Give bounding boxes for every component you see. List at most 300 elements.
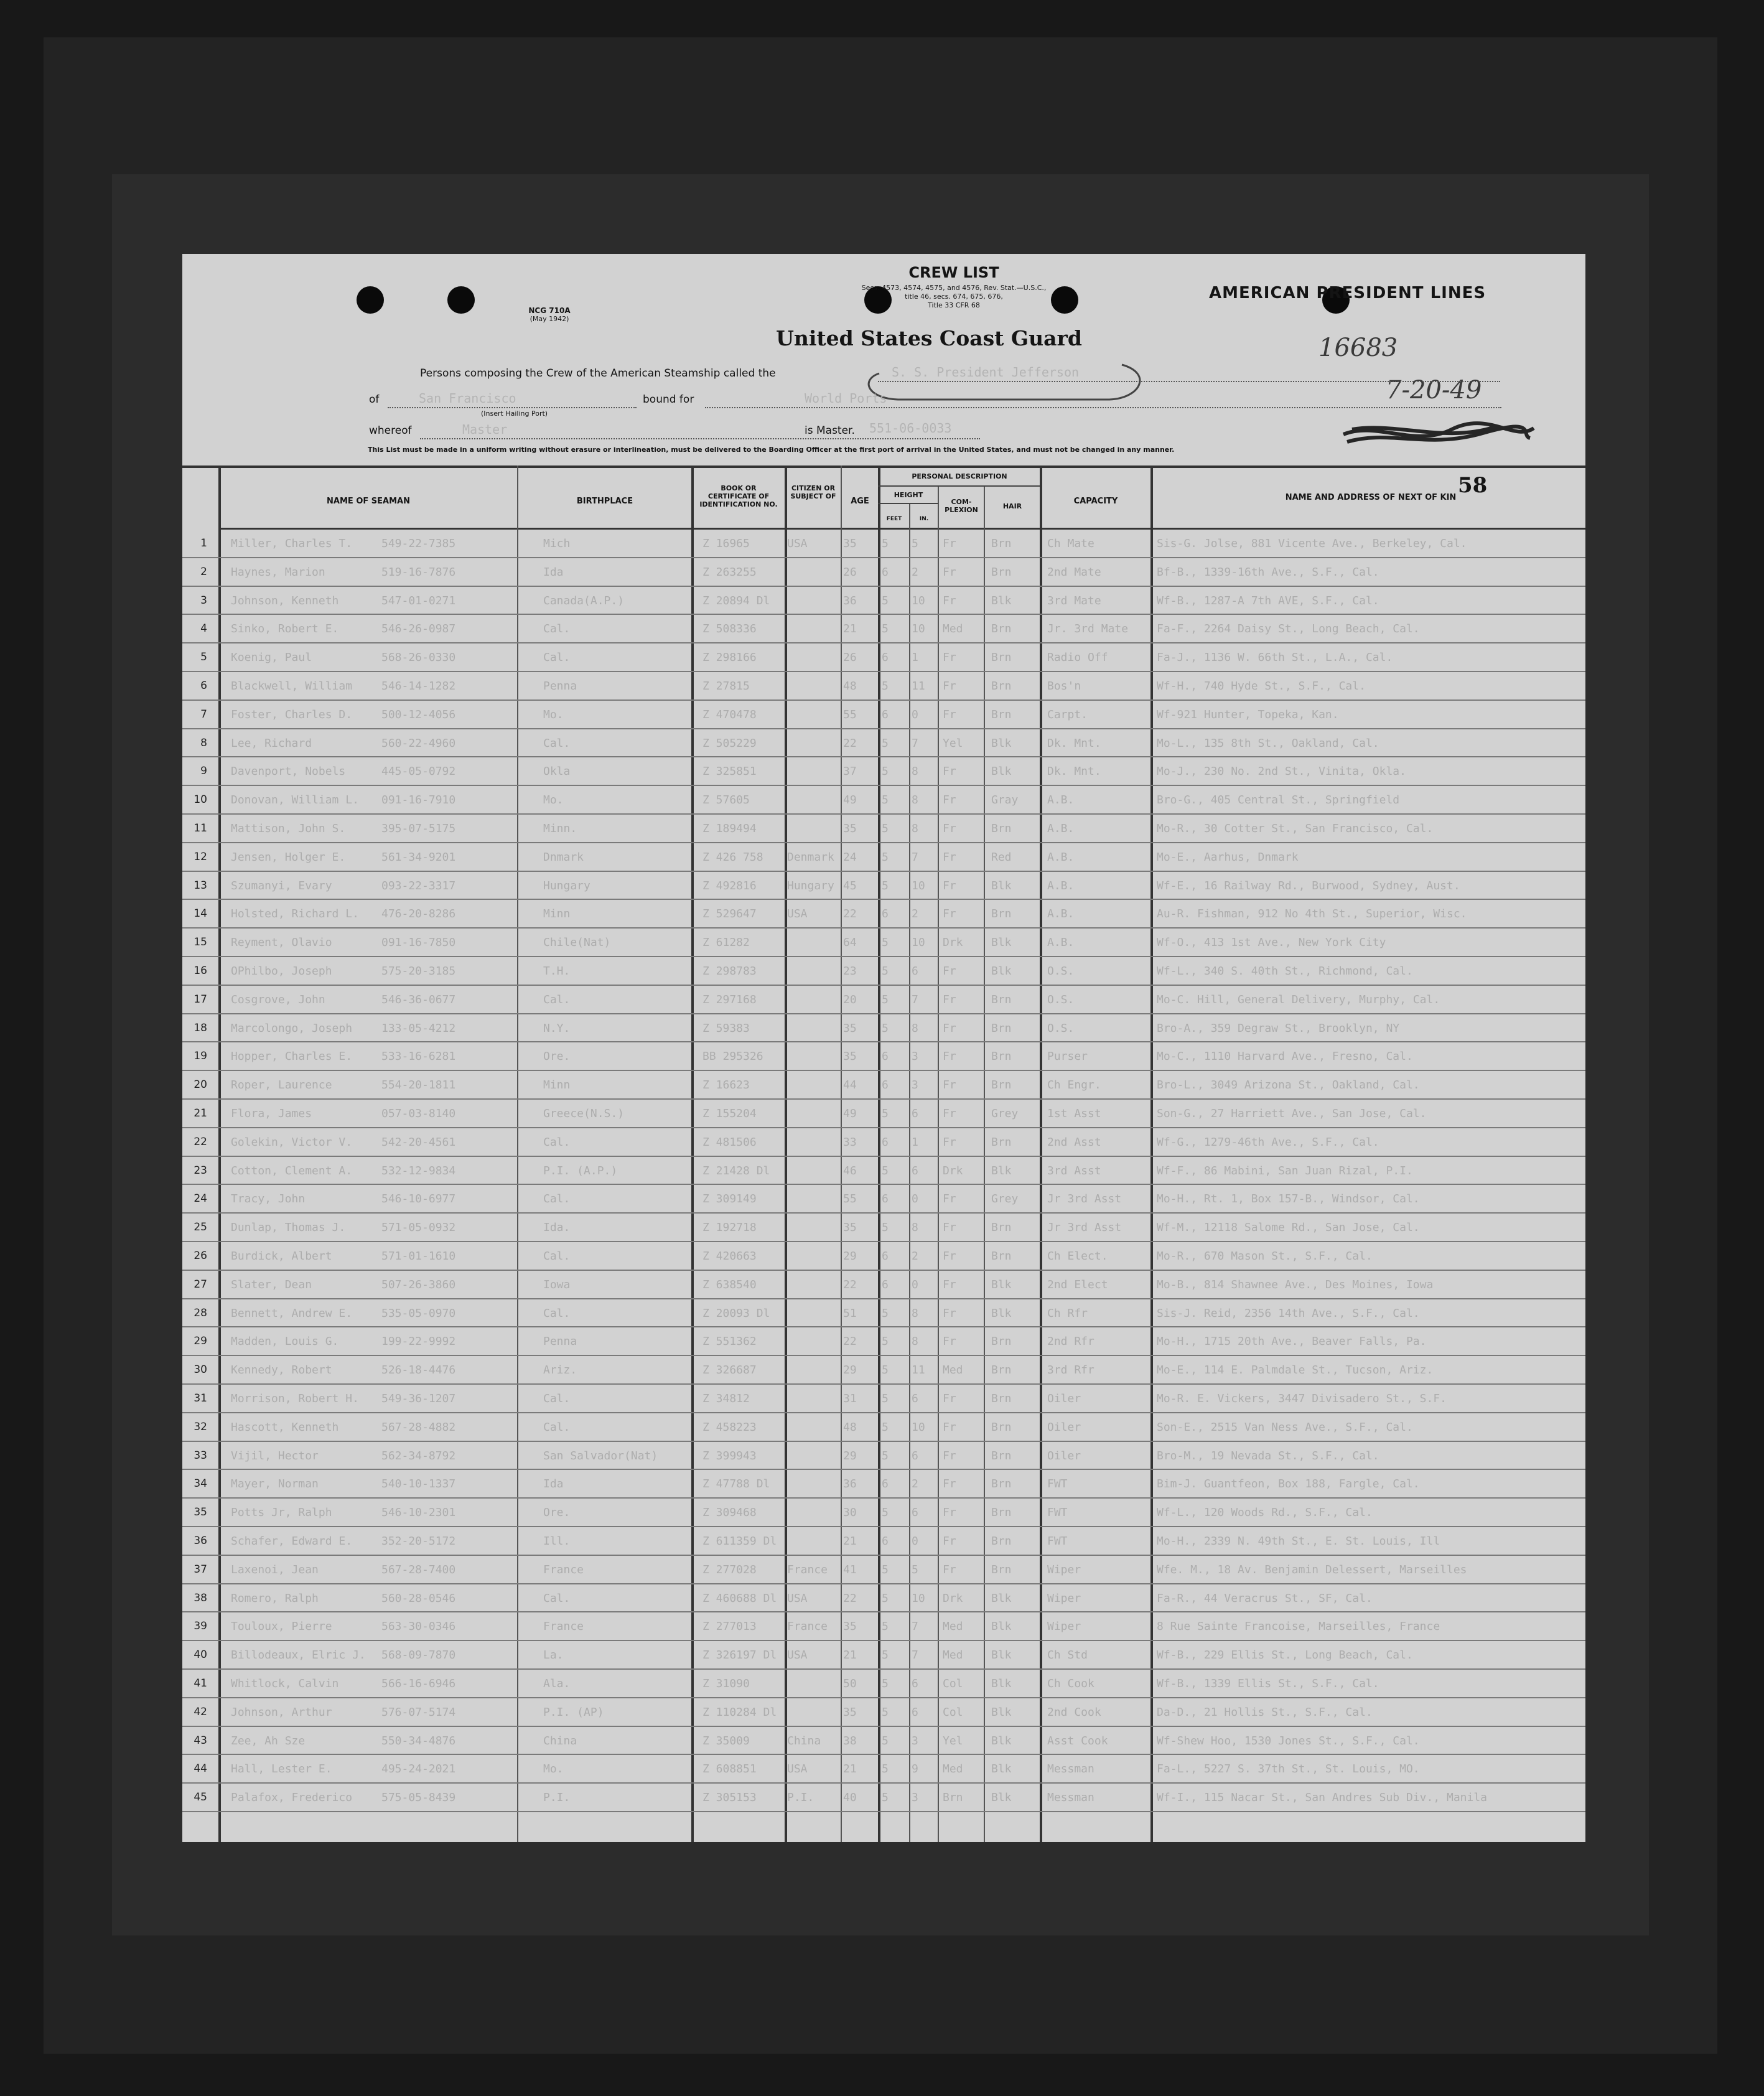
cell-kin: Wf-Shew Hoo, 1530 Jones St., S.F., Cal. xyxy=(1157,1734,1420,1747)
cell-comp: Fr xyxy=(943,1563,956,1576)
cell-ssn: 549-36-1207 xyxy=(381,1392,456,1405)
cell-age: 35 xyxy=(843,822,857,835)
cell-name: Jensen, Holger E. xyxy=(231,850,346,864)
cell-hair: Brn xyxy=(991,1364,1012,1377)
row-number: 42 xyxy=(194,1705,207,1718)
cell-age: 35 xyxy=(843,1221,857,1235)
cell-birth: Ida xyxy=(543,565,564,579)
cell-age: 21 xyxy=(843,1649,857,1662)
cell-birth: Iowa xyxy=(543,1278,571,1291)
cell-book: Z 305153 xyxy=(702,1791,757,1805)
cell-birth: Mich xyxy=(543,537,571,550)
cell-cap: Wiper xyxy=(1047,1591,1081,1605)
cell-ft: 6 xyxy=(882,1477,889,1491)
row-number: 27 xyxy=(194,1278,207,1291)
col-header-name: NAME OF SEAMAN xyxy=(327,497,410,506)
cell-cap: Carpt. xyxy=(1047,708,1088,721)
row-number: 21 xyxy=(194,1107,207,1120)
cell-kin: Wfe. M., 18 Av. Benjamin Delessert, Marseilles xyxy=(1157,1563,1467,1576)
cell-hair: Blk xyxy=(991,765,1012,779)
cell-kin: Wf-H., 740 Hyde St., S.F., Cal. xyxy=(1157,680,1366,693)
cell-book: Z 492816 xyxy=(702,879,757,892)
cell-ft: 6 xyxy=(882,565,889,579)
cell-cap: Purser xyxy=(1047,1050,1088,1064)
cell-hair: Brn xyxy=(991,1449,1012,1462)
cell-name: Foster, Charles D. xyxy=(231,708,353,721)
cell-hair: Blk xyxy=(991,1705,1012,1719)
cell-cap: Messman xyxy=(1047,1762,1094,1776)
cell-birth: China xyxy=(543,1734,577,1747)
cell-birth: Greece(N.S.) xyxy=(543,1107,625,1120)
row-rule xyxy=(182,1156,1585,1157)
cell-age: 36 xyxy=(843,594,857,607)
cell-cit: Hungary xyxy=(787,879,834,892)
row-rule xyxy=(182,1726,1585,1727)
cell-birth: Cal. xyxy=(543,622,571,636)
cell-in: 11 xyxy=(912,680,925,693)
cell-name: Madden, Louis G. xyxy=(231,1335,339,1349)
cell-in: 10 xyxy=(912,879,925,892)
cell-kin: Wf-B., 1339 Ellis St., S.F., Cal. xyxy=(1157,1677,1379,1690)
row-rule xyxy=(182,1013,1585,1014)
cell-comp: Med xyxy=(943,1364,963,1377)
cell-ft: 5 xyxy=(882,1420,889,1434)
cell-book: Z 16623 xyxy=(702,1078,750,1092)
cell-name: Touloux, Pierre xyxy=(231,1620,332,1634)
cell-age: 48 xyxy=(843,1420,857,1434)
row-number: 11 xyxy=(194,822,207,835)
cell-name: Zee, Ah Sze xyxy=(231,1734,306,1747)
cell-comp: Brn xyxy=(943,1791,963,1805)
row-number: 18 xyxy=(194,1021,207,1034)
cell-birth: Cal. xyxy=(543,1135,571,1149)
cell-book: Z 326687 xyxy=(702,1364,757,1377)
cell-book: Z 31090 xyxy=(702,1677,750,1690)
row-number: 31 xyxy=(194,1392,207,1405)
cell-ft: 5 xyxy=(882,993,889,1006)
cell-kin: Mo-R., 30 Cotter St., San Francisco, Cal. xyxy=(1157,822,1434,835)
row-number: 28 xyxy=(194,1306,207,1319)
agency-heading: United States Coast Guard xyxy=(776,326,1082,350)
cell-cap: 2nd Mate xyxy=(1047,565,1101,579)
row-rule xyxy=(182,927,1585,929)
cell-name: Cotton, Clement A. xyxy=(231,1164,353,1177)
cell-name: Davenport, Nobels xyxy=(231,765,346,779)
cell-ssn: 575-05-8439 xyxy=(381,1791,456,1805)
col-header-feet: FEET xyxy=(886,516,902,522)
cell-name: Hopper, Charles E. xyxy=(231,1050,353,1064)
row-rule xyxy=(182,1355,1585,1356)
cell-in: 6 xyxy=(912,1107,918,1120)
cell-book: Z 505229 xyxy=(702,736,757,750)
row-rule xyxy=(182,1697,1585,1698)
cell-cap: A.B. xyxy=(1047,907,1075,921)
cell-cap: Ch Std xyxy=(1047,1649,1088,1662)
cell-comp: Fr xyxy=(943,1420,956,1434)
cell-kin: Wf-E., 16 Railway Rd., Burwood, Sydney, Aust. xyxy=(1157,879,1460,892)
row-rule xyxy=(182,1412,1585,1413)
cell-ft: 5 xyxy=(882,1107,889,1120)
cell-age: 35 xyxy=(843,1021,857,1035)
cell-in: 6 xyxy=(912,1705,918,1719)
cell-hair: Blk xyxy=(991,1649,1012,1662)
cell-age: 49 xyxy=(843,1107,857,1120)
cell-birth: Canada(A.P.) xyxy=(543,594,625,607)
cell-book: Z 189494 xyxy=(702,822,757,835)
cell-birth: Okla xyxy=(543,765,571,779)
cell-in: 7 xyxy=(912,850,918,864)
row-rule xyxy=(182,557,1585,558)
cell-in: 8 xyxy=(912,765,918,779)
cell-ssn: 507-26-3860 xyxy=(381,1278,456,1291)
col-header-complexion: COM-PLEXION xyxy=(945,498,978,514)
cell-age: 21 xyxy=(843,1535,857,1548)
cell-in: 2 xyxy=(912,1250,918,1263)
cell-name: Sinko, Robert E. xyxy=(231,622,339,636)
row-rule xyxy=(182,1383,1585,1385)
cell-ft: 5 xyxy=(882,736,889,750)
cell-book: Z 325851 xyxy=(702,765,757,779)
cell-cit: China xyxy=(787,1734,821,1747)
cell-hair: Blk xyxy=(991,1620,1012,1634)
cell-hair: Brn xyxy=(991,1535,1012,1548)
cell-name: Blackwell, William xyxy=(231,680,353,693)
cell-hair: Blk xyxy=(991,736,1012,750)
cell-age: 20 xyxy=(843,993,857,1006)
cell-hair: Brn xyxy=(991,1078,1012,1092)
cell-age: 30 xyxy=(843,1506,857,1520)
cell-birth: Ida xyxy=(543,1477,564,1491)
cell-birth: Cal. xyxy=(543,1250,571,1263)
cell-book: Z 309468 xyxy=(702,1506,757,1520)
cell-ssn: 526-18-4476 xyxy=(381,1364,456,1377)
cell-kin: Wf-M., 12118 Salome Rd., San Jose, Cal. xyxy=(1157,1221,1420,1235)
cell-name: Palafox, Frederico xyxy=(231,1791,353,1805)
cell-birth: N.Y. xyxy=(543,1021,571,1035)
cell-in: 0 xyxy=(912,1535,918,1548)
cell-book: Z 420663 xyxy=(702,1250,757,1263)
col-header-height: HEIGHT xyxy=(894,491,923,499)
cell-cit: USA xyxy=(787,537,808,550)
cell-hair: Blk xyxy=(991,1734,1012,1747)
handwritten-number: 16683 xyxy=(1318,334,1398,362)
cell-birth: Ill. xyxy=(543,1535,571,1548)
col-header-next-of-kin: NAME AND ADDRESS OF NEXT OF KIN xyxy=(1285,493,1457,502)
cell-book: Z 61282 xyxy=(702,936,750,950)
cell-in: 8 xyxy=(912,1221,918,1235)
cell-ssn: 093-22-3317 xyxy=(381,879,456,892)
cell-ssn: 571-05-0932 xyxy=(381,1221,456,1235)
cell-kin: Fa-J., 1136 W. 66th St., L.A., Cal. xyxy=(1157,651,1393,665)
cell-cap: Oiler xyxy=(1047,1392,1081,1405)
cell-comp: Fr xyxy=(943,537,956,550)
cell-comp: Fr xyxy=(943,1335,956,1349)
cell-ft: 5 xyxy=(882,537,889,550)
cell-ssn: 546-10-2301 xyxy=(381,1506,456,1520)
cell-ssn: 561-34-9201 xyxy=(381,850,456,864)
cell-in: 6 xyxy=(912,965,918,978)
row-rule xyxy=(182,1298,1585,1299)
row-rule xyxy=(182,899,1585,900)
cell-ssn: 563-30-0346 xyxy=(381,1620,456,1634)
cell-in: 6 xyxy=(912,1392,918,1405)
row-number: 17 xyxy=(194,993,207,1006)
cell-kin: Mo-C. Hill, General Delivery, Murphy, Cal. xyxy=(1157,993,1440,1006)
cell-in: 10 xyxy=(912,594,925,607)
cell-comp: Fr xyxy=(943,1306,956,1320)
cell-kin: Bro-M., 19 Nevada St., S.F., Cal. xyxy=(1157,1449,1379,1462)
cell-name: Johnson, Arthur xyxy=(231,1705,332,1719)
crew-table-body xyxy=(182,254,1585,1842)
row-number: 4 xyxy=(200,622,207,635)
cell-kin: Wf-F., 86 Mabini, San Juan Rizal, P.I. xyxy=(1157,1164,1413,1177)
row-number: 25 xyxy=(194,1221,207,1234)
cell-name: Dunlap, Thomas J. xyxy=(231,1221,346,1235)
cell-kin: Sis-G. Jolse, 881 Vicente Ave., Berkeley, Cal. xyxy=(1157,537,1467,550)
cell-age: 22 xyxy=(843,907,857,921)
cell-hair: Grey xyxy=(991,1192,1019,1206)
row-number: 29 xyxy=(194,1335,207,1348)
cell-hair: Blk xyxy=(991,1677,1012,1690)
statutes-line-2: title 46, secs. 674, 675, 676, xyxy=(905,292,1003,301)
cell-cap: 3rd Rfr xyxy=(1047,1364,1094,1377)
cell-book: Z 529647 xyxy=(702,907,757,921)
cell-cap: O.S. xyxy=(1047,965,1075,978)
col-header-birthplace: BIRTHPLACE xyxy=(576,497,633,506)
row-rule xyxy=(182,1469,1585,1470)
row-number: 39 xyxy=(194,1620,207,1633)
cell-in: 10 xyxy=(912,936,925,950)
cell-comp: Fr xyxy=(943,594,956,607)
master-number: 551-06-0033 xyxy=(869,421,952,436)
row-number: 5 xyxy=(200,651,207,664)
cell-comp: Fr xyxy=(943,708,956,721)
cell-kin: Mo-C., 1110 Harvard Ave., Fresno, Cal. xyxy=(1157,1050,1413,1064)
cell-comp: Fr xyxy=(943,565,956,579)
cell-birth: Cal. xyxy=(543,651,571,665)
cell-kin: Son-E., 2515 Van Ness Ave., S.F., Cal. xyxy=(1157,1420,1413,1434)
cell-book: Z 297168 xyxy=(702,993,757,1006)
row-number: 15 xyxy=(194,936,207,949)
cell-ssn: 554-20-1811 xyxy=(381,1078,456,1092)
cell-comp: Fr xyxy=(943,651,956,665)
cell-age: 29 xyxy=(843,1250,857,1263)
cell-comp: Fr xyxy=(943,1192,956,1206)
cell-birth: P.I. (AP) xyxy=(543,1705,604,1719)
cell-in: 8 xyxy=(912,793,918,807)
cell-ft: 5 xyxy=(882,1677,889,1690)
cell-name: OPhilbo, Joseph xyxy=(231,965,332,978)
cell-kin: Wf-B., 229 Ellis St., Long Beach, Cal. xyxy=(1157,1649,1413,1662)
cell-ssn: 562-34-8792 xyxy=(381,1449,456,1462)
cell-comp: Fr xyxy=(943,850,956,864)
row-rule xyxy=(182,1640,1585,1641)
cell-age: 49 xyxy=(843,793,857,807)
cell-hair: Blk xyxy=(991,1762,1012,1776)
cell-birth: T.H. xyxy=(543,965,571,978)
handwritten-date: 7-20-49 xyxy=(1386,376,1482,405)
cell-birth: Cal. xyxy=(543,736,571,750)
cell-name: Marcolongo, Joseph xyxy=(231,1021,353,1035)
cell-in: 6 xyxy=(912,1449,918,1462)
cell-cap: O.S. xyxy=(1047,1021,1075,1035)
cell-cap: FWT xyxy=(1047,1477,1068,1491)
cell-in: 3 xyxy=(912,1078,918,1092)
row-rule xyxy=(182,1212,1585,1214)
cell-cap: 2nd Asst xyxy=(1047,1135,1101,1149)
cell-kin: Wf-I., 115 Nacar St., San Andres Sub Div., Manila xyxy=(1157,1791,1488,1805)
row-rule xyxy=(182,1270,1585,1271)
cell-book: Z 35009 xyxy=(702,1734,750,1747)
cell-book: Z 192718 xyxy=(702,1221,757,1235)
cell-age: 38 xyxy=(843,1734,857,1747)
cell-ssn: 566-16-6946 xyxy=(381,1677,456,1690)
crew-list-sheet xyxy=(182,254,1585,1842)
cell-birth: Cal. xyxy=(543,1192,571,1206)
cell-birth: Dnmark xyxy=(543,850,584,864)
cell-hair: Brn xyxy=(991,680,1012,693)
cell-hair: Blk xyxy=(991,1164,1012,1177)
row-rule xyxy=(182,1184,1585,1185)
cell-comp: Fr xyxy=(943,680,956,693)
cell-name: Billodeaux, Elric J. xyxy=(231,1649,366,1662)
cell-ft: 6 xyxy=(882,1192,889,1206)
cell-book: Z 309149 xyxy=(702,1192,757,1206)
cell-book: Z 277028 xyxy=(702,1563,757,1576)
cell-cap: Ch Elect. xyxy=(1047,1250,1108,1263)
cell-ssn: 535-05-0970 xyxy=(381,1306,456,1320)
cell-comp: Fr xyxy=(943,993,956,1006)
row-rule xyxy=(182,1782,1585,1784)
statutes-line-3: Title 33 CFR 68 xyxy=(928,301,980,309)
cell-hair: Brn xyxy=(991,1221,1012,1235)
cell-name: Slater, Dean xyxy=(231,1278,312,1291)
cell-comp: Fr xyxy=(943,907,956,921)
cell-ssn: 549-22-7385 xyxy=(381,537,456,550)
cell-ft: 5 xyxy=(882,1021,889,1035)
cell-in: 3 xyxy=(912,1050,918,1064)
cell-cap: A.B. xyxy=(1047,850,1075,864)
cell-birth: Ariz. xyxy=(543,1364,577,1377)
cell-book: Z 16965 xyxy=(702,537,750,550)
cell-in: 1 xyxy=(912,651,918,665)
cell-kin: Wf-L., 340 S. 40th St., Richmond, Cal. xyxy=(1157,965,1413,978)
cell-comp: Yel xyxy=(943,1734,963,1747)
cell-age: 22 xyxy=(843,736,857,750)
cell-ssn: 532-12-9834 xyxy=(381,1164,456,1177)
row-number: 7 xyxy=(200,708,207,721)
row-rule xyxy=(182,1326,1585,1327)
form-number: NCG 710A xyxy=(528,306,571,315)
cell-comp: Drk xyxy=(943,1164,963,1177)
row-rule xyxy=(182,642,1585,643)
cell-kin: Bf-B., 1339-16th Ave., S.F., Cal. xyxy=(1157,565,1379,579)
cell-in: 7 xyxy=(912,993,918,1006)
row-number: 3 xyxy=(200,594,207,607)
cell-comp: Yel xyxy=(943,736,963,750)
cell-cit: USA xyxy=(787,1649,808,1662)
cell-ft: 6 xyxy=(882,708,889,721)
cell-ft: 6 xyxy=(882,1078,889,1092)
cell-cap: FWT xyxy=(1047,1535,1068,1548)
form-title: CREW LIST xyxy=(908,264,999,281)
cell-kin: Da-D., 21 Hollis St., S.F., Cal. xyxy=(1157,1705,1373,1719)
row-number: 33 xyxy=(194,1449,207,1462)
row-number: 40 xyxy=(194,1649,207,1662)
cell-ssn: 395-07-5175 xyxy=(381,822,456,835)
cell-name: Flora, James xyxy=(231,1107,312,1120)
cell-book: BB 295326 xyxy=(702,1050,763,1064)
cell-book: Z 21428 Dl xyxy=(702,1164,770,1177)
cell-in: 8 xyxy=(912,1021,918,1035)
row-rule xyxy=(182,1441,1585,1442)
cell-book: Z 47788 Dl xyxy=(702,1477,770,1491)
col-header-capacity: CAPACITY xyxy=(1073,497,1118,506)
cell-birth: Minn. xyxy=(543,822,577,835)
row-number: 38 xyxy=(194,1591,207,1604)
cell-birth: Cal. xyxy=(543,1420,571,1434)
cell-kin: Fa-R., 44 Veracrus St., SF, Cal. xyxy=(1157,1591,1373,1605)
cell-ssn: 519-16-7876 xyxy=(381,565,456,579)
cell-cap: Ch Mate xyxy=(1047,537,1094,550)
cell-ssn: 571-01-1610 xyxy=(381,1250,456,1263)
cell-name: Reyment, Olavio xyxy=(231,936,332,950)
cell-age: 44 xyxy=(843,1078,857,1092)
row-rule xyxy=(182,1041,1585,1042)
cell-comp: Fr xyxy=(943,1250,956,1263)
cell-ft: 5 xyxy=(882,793,889,807)
cell-age: 22 xyxy=(843,1591,857,1605)
cell-name: Hascott, Kenneth xyxy=(231,1420,339,1434)
cell-hair: Brn xyxy=(991,651,1012,665)
row-rule xyxy=(182,699,1585,701)
cell-in: 11 xyxy=(912,1364,925,1377)
cell-ssn: 500-12-4056 xyxy=(381,708,456,721)
row-rule xyxy=(182,813,1585,815)
cell-kin: Bim-J. Guantfeon, Box 188, Fargle, Cal. xyxy=(1157,1477,1420,1491)
cell-book: Z 458223 xyxy=(702,1420,757,1434)
row-rule xyxy=(182,985,1585,986)
cell-name: Golekin, Victor V. xyxy=(231,1135,353,1149)
page-number: 58 xyxy=(1458,473,1488,498)
cell-comp: Fr xyxy=(943,1535,956,1548)
cell-comp: Fr xyxy=(943,1477,956,1491)
row-number: 30 xyxy=(194,1364,207,1377)
cell-age: 21 xyxy=(843,622,857,636)
cell-name: Szumanyi, Evary xyxy=(231,879,332,892)
cell-book: Z 59383 xyxy=(702,1021,750,1035)
cell-in: 5 xyxy=(912,1563,918,1576)
cell-birth: France xyxy=(543,1563,584,1576)
cell-hair: Brn xyxy=(991,1392,1012,1405)
cell-hair: Blk xyxy=(991,1791,1012,1805)
col-header-book: BOOK OR CERTIFICATE OF IDENTIFICATION NO. xyxy=(699,484,778,508)
cell-birth: Mo. xyxy=(543,708,564,721)
cell-ft: 5 xyxy=(882,822,889,835)
cell-hair: Gray xyxy=(991,793,1019,807)
cell-kin: Wf-L., 120 Woods Rd., S.F., Cal. xyxy=(1157,1506,1373,1520)
cell-book: Z 263255 xyxy=(702,565,757,579)
cell-kin: 8 Rue Sainte Francoise, Marseilles, France xyxy=(1157,1620,1440,1634)
cell-name: Tracy, John xyxy=(231,1192,306,1206)
hailing-port-note: (Insert Hailing Port) xyxy=(481,409,548,418)
cell-age: 23 xyxy=(843,965,857,978)
row-number: 26 xyxy=(194,1250,207,1262)
cell-ft: 6 xyxy=(882,1278,889,1291)
cell-name: Hall, Lester E. xyxy=(231,1762,332,1776)
cell-in: 2 xyxy=(912,565,918,579)
cell-hair: Brn xyxy=(991,565,1012,579)
